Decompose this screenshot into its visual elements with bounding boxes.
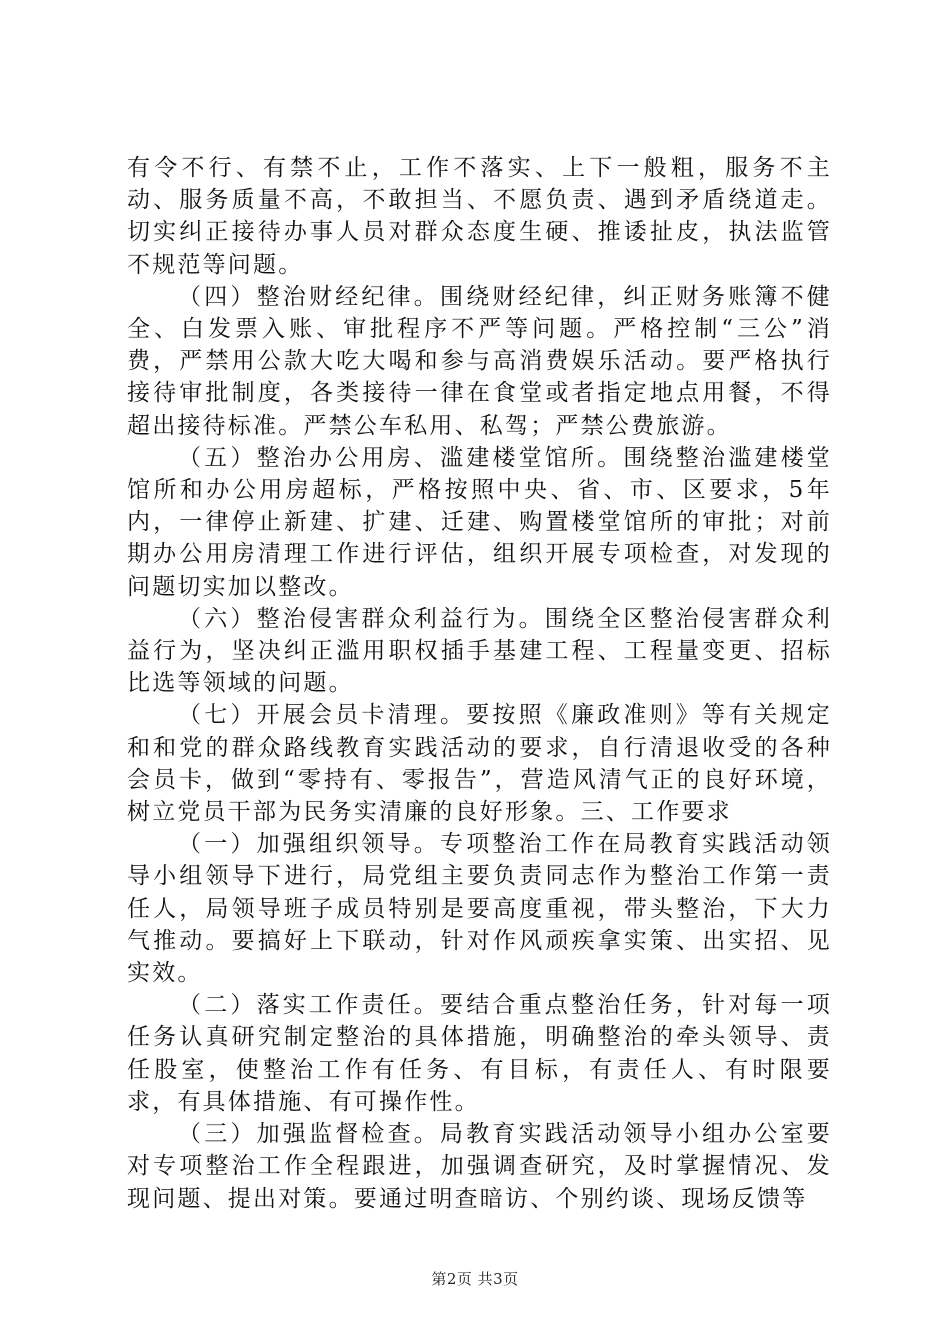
paragraph-section-7: （七）开展会员卡清理。要按照《廉政准则》等有关规定和和党的群众路线教育实践活动的要求，自行清退收受的各种会员卡，做到“零持有、零报告”，营造风清气正的良好环境，树立党员干部为民务实清廉的良好形象。三、工作要求	[127, 702, 832, 826]
paragraph-requirement-3: （三）加强监督检查。局教育实践活动领导小组办公室要对专项整治工作全程跟进，加强调查研究，及时掌握情况、发现问题、提出对策。要通过明查暗访、个别约谈、现场反馈等	[127, 1121, 832, 1212]
paragraph-section-6: （六）整治侵害群众利益行为。围绕全区整治侵害群众利益行为，坚决纠正滥用职权插手基建工程、工程量变更、招标比选等领域的问题。	[127, 605, 832, 697]
paragraph-requirement-1: （一）加强组织领导。专项整治工作在局教育实践活动领导小组领导下进行，局党组主要负责同志作为整治工作第一责任人，局领导班子成员特别是要高度重视，带头整治，下大力气推动。要搞好上下联动，针对作风顽疾拿实策、出实招、见实效。	[127, 831, 832, 987]
paragraph-continuation: 有令不行、有禁不止，工作不落实、上下一般粗，服务不主动、服务质量不高，不敢担当、不愿负责、遇到矛盾绕道走。切实纠正接待办事人员对群众态度生硬、推诿扯皮，执法监管不规范等问题。	[127, 155, 832, 278]
page-footer: 第2页 共3页	[431, 1270, 519, 1288]
paragraph-section-4: （四）整治财经纪律。围绕财经纪律，纠正财务账簿不健全、白发票入账、审批程序不严等问题。严格控制“三公”消费，严禁用公款大吃大喝和参与高消费娱乐活动。要严格执行接待审批制度，各类接待一律在食堂或者指定地点用餐，不得超出接待标准。严禁公车私用、私驾；严禁公费旅游。	[127, 283, 832, 439]
paragraph-section-5: （五）整治办公用房、滥建楼堂馆所。围绕整治滥建楼堂馆所和办公用房超标，严格按照中央、省、市、区要求，5年内，一律停止新建、扩建、迁建、购置楼堂馆所的审批；对前期办公用房清理工作进行评估，组织开展专项检查，对发现的问题切实加以整改。	[127, 444, 832, 600]
document-body	[127, 152, 832, 1215]
paragraph-requirement-2: （二）落实工作责任。要结合重点整治任务，针对每一项任务认真研究制定整治的具体措施，明确整治的牵头领导、责任股室，使整治工作有任务、有目标，有责任人、有时限要求，有具体措施、有可操作性。	[127, 992, 832, 1115]
